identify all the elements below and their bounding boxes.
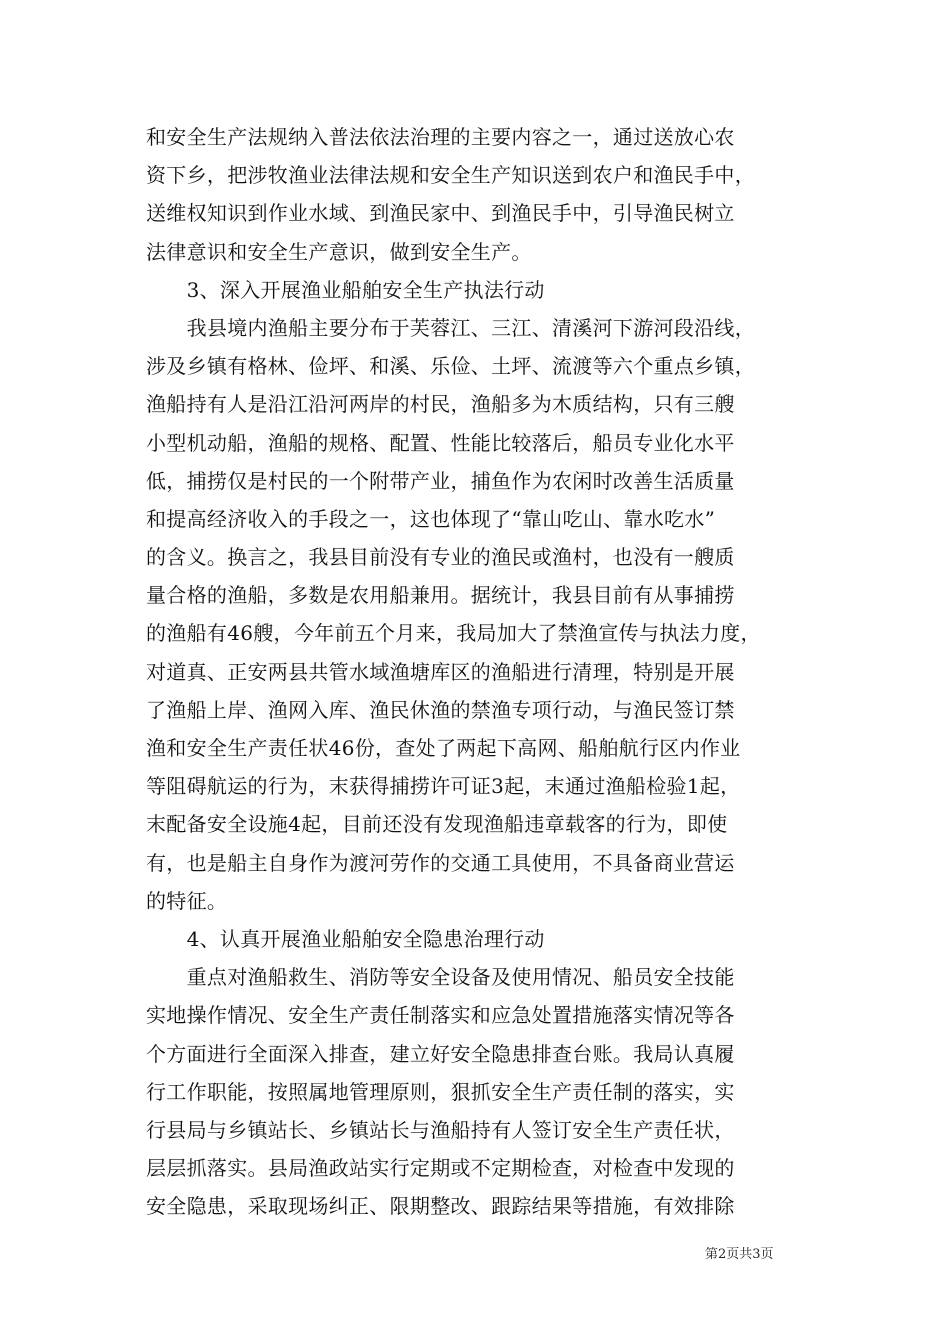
text-line: 资下乡，把涉牧渔业法律法规和安全生产知识送到农户和渔民手中， [146, 163, 755, 188]
text-line: 4、认真开展渔业船舶安全隐患治理行动 [146, 926, 545, 951]
text-line: 量合格的渔船，多数是农用船兼用。据统计，我县目前有从事捕捞 [146, 583, 735, 608]
text-line: 行工作职能，按照属地管理原则，狠抓安全生产责任制的落实，实 [146, 1079, 735, 1104]
text-line: 渔船持有人是沿江沿河两岸的村民，渔船多为木质结构，只有三艘 [146, 392, 735, 417]
body-text [146, 118, 810, 1225]
text-line: 实地操作情况、安全生产责任制落实和应急处置措施落实情况等各 [146, 1003, 735, 1028]
text-line: 行县局与乡镇站长、乡镇站长与渔船持有人签订安全生产责任状， [146, 1117, 735, 1142]
text-line: 安全隐患，采取现场纠正、限期整改、跟踪结果等措施，有效排除 [146, 1194, 735, 1219]
text-line: 送维权知识到作业水域、到渔民家中、到渔民手中，引导渔民树立 [146, 201, 735, 226]
text-line: 涉及乡镇有格林、俭坪、和溪、乐俭、土坪、流渡等六个重点乡镇， [146, 354, 755, 379]
text-line: 和提高经济收入的手段之一，这也体现了“靠山吃山、靠水吃水” [146, 506, 716, 531]
text-line: 末配备安全设施4起，目前还没有发现渔船违章载客的行为，即使 [146, 812, 728, 837]
text-line: 层层抓落实。县局渔政站实行定期或不定期检查，对检查中发现的 [146, 1156, 735, 1181]
text-line: 法律意识和安全生产意识，做到安全生产。 [146, 239, 532, 264]
text-line: 的含义。换言之，我县目前没有专业的渔民或渔村，也没有一艘质 [146, 545, 735, 570]
text-line: 和安全生产法规纳入普法依法治理的主要内容之一，通过送放心农 [146, 125, 735, 149]
text-line: 3、深入开展渔业船舶安全生产执法行动 [146, 277, 545, 302]
text-line: 个方面进行全面深入排查，建立好安全隐患排查台账。我局认真履 [146, 1041, 735, 1066]
text-line: 等阻碍航运的行为，末获得捕捞许可证3起，末通过渔船检验1起， [146, 774, 741, 799]
text-line: 有，也是船主自身作为渡河劳作的交通工具使用，不具备商业营运 [146, 850, 735, 875]
text-line: 了渔船上岸、渔网入库、渔民休渔的禁渔专项行动，与渔民签订禁 [146, 697, 735, 722]
text-line: 小型机动船，渔船的规格、配置、性能比较落后，船员专业化水平 [146, 430, 735, 455]
page-number-footer: 第2页共3页 [705, 1247, 774, 1262]
text-line: 重点对渔船救生、消防等安全设备及使用情况、船员安全技能 [146, 965, 735, 990]
text-line: 渔和安全生产责任状46份，查处了两起下高网、船舶航行区内作业 [146, 736, 741, 760]
text-line: 我县境内渔船主要分布于芙蓉江、三江、清溪河下游河段沿线， [146, 315, 755, 340]
text-line: 的渔船有46艘，今年前五个月来，我局加大了禁渔宣传与执法力度， [146, 621, 761, 646]
text-line: 低，捕捞仅是村民的一个附带产业，捕鱼作为农闲时改善生活质量 [146, 468, 735, 493]
text-line: 对道真、正安两县共管水域渔塘库区的渔船进行清理，特别是开展 [146, 659, 735, 684]
text-line: 的特征。 [146, 888, 228, 913]
